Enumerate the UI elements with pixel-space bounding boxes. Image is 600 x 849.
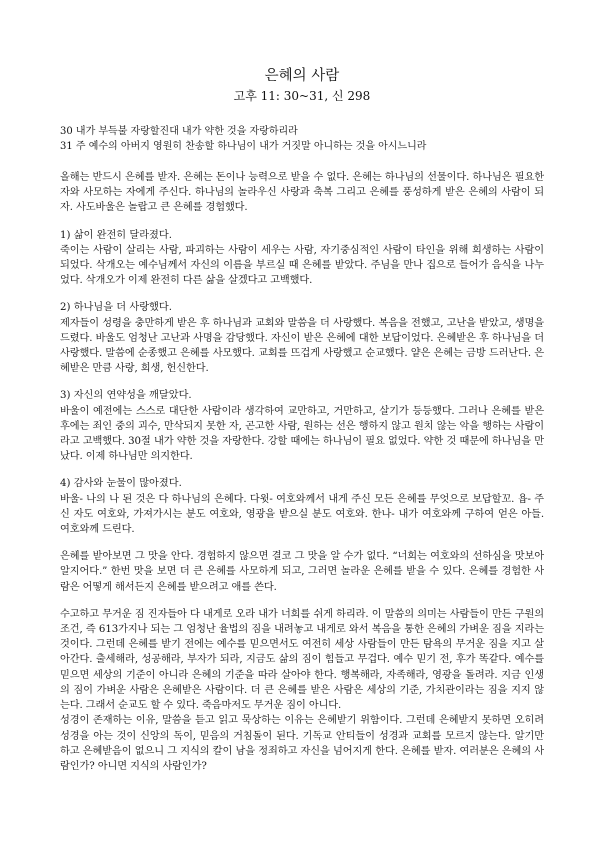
section-body: 죽이는 사람이 살리는 사람, 파괴하는 사람이 세우는 사람, 자기중심적인 사람이 타인을 위해 희생하는 사람이 되었다. 삭개오는 예수님께서 자신의 이름을 부르실 때 은혜를 받았다. 주님을 만나 집으로 들어가 음식을 나누었다. 삭개오가 이제 완전히 다른 삶을 살겠다고 고백했다. — [60, 244, 544, 287]
body-paragraph: 은혜를 받아보면 그 맛을 안다. 경험하지 않으면 결코 그 맛을 알 수가 없다. “너희는 여호와의 선하심을 맛보아 알지어다.” 한번 맛을 보면 더 큰 은혜를 사모하게 되고, 그러면 놀라운 은혜를 받을 수 있다. 은혜를 경험한 사람은 어떻게 해서든지 은혜를 받으려고 애를 쓴다. — [60, 551, 544, 593]
document-title: 은혜의 사람 — [264, 68, 340, 84]
section-2 — [60, 300, 544, 376]
body-paragraph: 수고하고 무거운 짐 진자들아 다 내게로 오라 내가 너희를 쉬게 하리라. 이 말씀의 의미는 사람들이 만든 구원의 조건, 즉 613가지나 되는 그 엄청난 율법의 짐을 내려놓고 내게로 와서 복음을 통한 은혜의 가벼운 짐을 지라는 것이다. 그런데 은혜를 받기 전에는 예수를 믿으면서도 여전히 세상 사람들이 만든 탐욕의 무거운 짐을 지고 살아간다. 출세해라, 성공해라, 부자가 되라, 지금도 삶의 짐이 힘들고 무겁다. 예수 믿기 전, 후가 똑같다. 예수를 믿으면 세상의 기준이 아니라 은혜의 기준을 따라 살아야 한다. 행복해라, 자족해라, 영광을 돌려라. 지금 인생의 짐이 가벼운 사람은 은혜받은 사람이다. 더 큰 은혜를 받은 사람은 세상의 기준, 가치관이라는 짐을 지지 않는다. 그래서 순교도 할 수 있다. 죽음마저도 무거운 짐이 아니다. — [60, 608, 544, 712]
section-heading: 1) 삶이 완전히 달라졌다. — [60, 229, 172, 241]
scripture-reference: 고후 11: 30~31, 신 298 — [233, 89, 371, 103]
section-1 — [60, 228, 544, 289]
section-body: 제자들이 성령을 충만하게 받은 후 하나님과 교회와 말씀을 더 사랑했다. 복음을 전했고, 고난을 받았고, 생명을 드렸다. 바울도 엄청난 고난과 사명을 감당했다. 자신이 받은 은혜에 대한 보답이었다. 은혜받은 후 하나님을 더 사랑했다. 말씀에 순종했고 은혜를 사모했다. 교회를 뜨겁게 사랑했고 순교했다. 얕은 은혜는 금방 드러난다. 은혜받은 만큼 사랑, 희생, 헌신한다. — [60, 317, 544, 375]
scripture-verses — [60, 124, 544, 154]
document-page — [60, 64, 544, 786]
section-heading: 2) 하나님을 더 사랑했다. — [60, 302, 172, 314]
section-heading: 4) 감사와 눈물이 많아졌다. — [60, 478, 182, 490]
section-4 — [60, 476, 544, 537]
section-body: 바울이 예전에는 스스로 대단한 사람이라 생각하여 교만하고, 거만하고, 살기가 등등했다. 그러나 은혜를 받은 후에는 죄인 중의 괴수, 만삭되지 못한 자, 곤고한 사람, 원하는 선은 행하지 않고 원치 않는 악을 행하는 사람이라고 고백했다. 30절 내가 약한 것을 자랑한다. 강할 때에는 하나님이 필요 없었다. 약한 것 때문에 하나님을 만났다. 이제 하나님만 의지한다. — [60, 405, 544, 463]
verse-line: 30 내가 부득불 자랑할진대 내가 약한 것을 자랑하리라 — [60, 126, 298, 137]
verse-line: 31 주 예수의 아버지 영원히 찬송할 하나님이 내가 거짓말 아니하는 것을 아시느니라 — [60, 141, 427, 152]
intro-paragraph: 올해는 반드시 은혜를 받자. 은혜는 돈이나 능력으로 받을 수 없다. 은혜는 하나님의 선물이다. 하나님은 필요한 자와 사모하는 자에게 주신다. 하나님의 놀라우신 사랑과 축복 그리고 은혜를 풍성하게 받은 은혜의 사람이 되자. 사도바울은 놀랍고 큰 은혜를 경험했다. — [60, 172, 544, 214]
section-body: 바울- 나의 나 된 것은 다 하나님의 은혜다. 다윗- 여호와께서 내게 주신 모든 은혜를 무엇으로 보답할꼬. 욥- 주신 자도 여호와, 가져가시는 분도 여호와, 영광을 받으실 분도 여호와. 한나- 내가 여호와께 구하여 얻은 아들. 여호와께 드린다. — [60, 493, 544, 536]
section-3 — [60, 388, 544, 464]
body-paragraph: 성경이 존재하는 이유, 말씀을 듣고 읽고 묵상하는 이유는 은혜받기 위함이다. 그런데 은혜받지 못하면 오히려 성경을 아는 것이 신앙의 독이, 믿음의 거침돌이 된다. 기독교 안티들이 성경과 교회를 모르지 않는다. 알기만 하고 은혜받음이 없으니 그 지식의 칼이 남을 정죄하고 자신을 넘어지게 한다. 은혜를 받자. 여러분은 은혜의 사람인가? 아니면 지식의 사람인가? — [60, 715, 544, 772]
section-heading: 3) 자신의 연약성을 깨달았다. — [60, 390, 192, 402]
